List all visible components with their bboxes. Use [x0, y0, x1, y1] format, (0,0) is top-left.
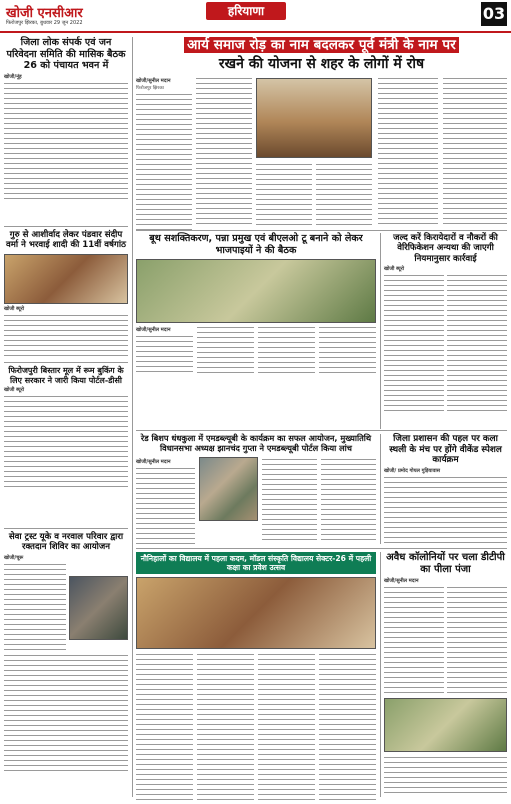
story-kala-sthali: [384, 434, 507, 545]
story-verification: [384, 233, 507, 413]
story-byline: खोजी/चूरू: [4, 554, 24, 561]
story-booth-sashaktikaran: [136, 233, 376, 376]
lead-headline-line1: आर्य समाज रोड़ का नाम बदलकर पूर्व मंत्री के नाम पर: [184, 37, 459, 53]
divider: [132, 37, 133, 797]
story-headline: फिरोजपुरी बिस्तार मूल में रूम बुकिंग के लिए सरकार ने जारी किया पोर्टल-डीसी: [8, 366, 124, 385]
story-headline: नौनिहालों का विद्यालय में पहला कदम, मॉडल संस्कृति विद्यालय सेक्टर-26 में पहली कक्षा का प्रवेश उत्सव: [136, 552, 376, 574]
lead-body-col-2: [196, 76, 252, 226]
story-headline: सेवा ट्रस्ट यूके व नरवाल परिवार द्वारा रक्तदान शिविर का आयोजन: [8, 532, 124, 553]
story-byline: खोजी ब्यूरो: [4, 387, 25, 394]
story-photo: [199, 457, 258, 521]
divider: [136, 548, 507, 549]
story-byline: खोजी ब्यूरो: [384, 265, 405, 272]
lead-body-col-6: [443, 76, 507, 226]
lead-body-col-1: [136, 76, 192, 232]
divider: [380, 434, 381, 544]
lead-headline-line2: रखने की योजना से शहर के लोगों में रोष: [218, 56, 425, 73]
story-body: [4, 81, 128, 199]
story-headline: अवैध कॉलोनियों पर चला डीटीपी का पीला पंजा: [386, 552, 505, 575]
story-headline: जिला लोक संपर्क एवं जन परिवेदना समिति की मासिक बैठक 26 को पंचायत भवन में: [6, 37, 126, 71]
story-byline: खोजी/सुनील मदान: [384, 578, 419, 584]
divider: [380, 233, 381, 429]
story-byline: खोजी ब्यूरो: [4, 305, 25, 312]
lead-body-col-3: [256, 162, 312, 226]
masthead: [0, 0, 511, 33]
divider: [4, 362, 128, 363]
story-headline: जिला प्रशासन की पहल पर कला स्थली के मंच पर होंगे वीकेंड स्पेशल कार्यक्रम: [389, 434, 502, 466]
lead-body-col-4: [316, 162, 372, 226]
divider: [4, 226, 128, 227]
story-headline: जल्द करें किरायेदारों व नौकरों की वेरिफिकेशन अन्यथा की जाएगी नियमानुसार कार्रवाई: [393, 233, 498, 264]
story-school-admission: [136, 552, 376, 804]
story-byline: खोजी/सुनील मदान: [136, 458, 171, 465]
section-label: हरियाणा: [206, 2, 286, 20]
story-illegal-colonies: [384, 552, 507, 795]
brand-logo: खोजी एनसीआर: [6, 6, 83, 21]
story-body: [4, 562, 66, 650]
page-dateline: फिरोजपुर झिरका, बुधवार 29 जून 2022: [6, 20, 83, 26]
story-photo: [136, 259, 376, 323]
story-mwb-program: [136, 434, 376, 546]
divider: [136, 430, 507, 431]
story-lok-samparka: [4, 37, 128, 199]
lead-byline: खोजी/सुनील मदान: [136, 78, 171, 84]
story-room-booking-portal: [4, 366, 128, 490]
story-headline: गुरु से आशीर्वाद लेकर पंडवार संदीप वर्मा ने भरवाई शादी की 11वीं वर्षगांठ: [5, 230, 127, 251]
story-headline: रेड बिशप धंधकुला में एमडब्ल्यूबी के कार्यक्रम का सफल आयोजन, मुख्यातिथि विधानसभा अध्यक्ष झानचंद गुप्ता ने एमडब्ल्यूबी पोर्टल किया लांच: [140, 433, 372, 453]
story-raktdaan-shivir: [4, 532, 128, 771]
story-body: [4, 313, 128, 357]
lead-story: [136, 37, 507, 73]
divider: [136, 230, 507, 231]
story-body: [4, 653, 128, 771]
story-body: [4, 394, 128, 490]
lead-body-col-5: [378, 76, 438, 226]
page-number: 03: [481, 2, 507, 26]
divider: [380, 552, 381, 797]
story-byline: खोजी/सुनील मदान: [136, 327, 171, 333]
story-byline: खोजी/ प्रमोद गोयल गुड़ियावास: [384, 467, 441, 474]
story-photo: [69, 576, 128, 640]
divider: [4, 528, 128, 529]
story-photo: [4, 254, 128, 304]
lead-photo-group: [256, 78, 372, 158]
story-byline: खोजी/नूंह: [4, 73, 22, 80]
story-guru-ashirwad: [4, 230, 128, 357]
story-photo: [136, 577, 376, 649]
story-photo: [384, 698, 507, 752]
lead-dateline: फिरोजपुर झिरका: [136, 86, 164, 91]
story-headline: बूथ सशक्तिकरण, पन्ना प्रमुख एवं बीएलओ टू बनाने को लेकर भाजपाइयों ने की बैठक: [149, 233, 363, 256]
